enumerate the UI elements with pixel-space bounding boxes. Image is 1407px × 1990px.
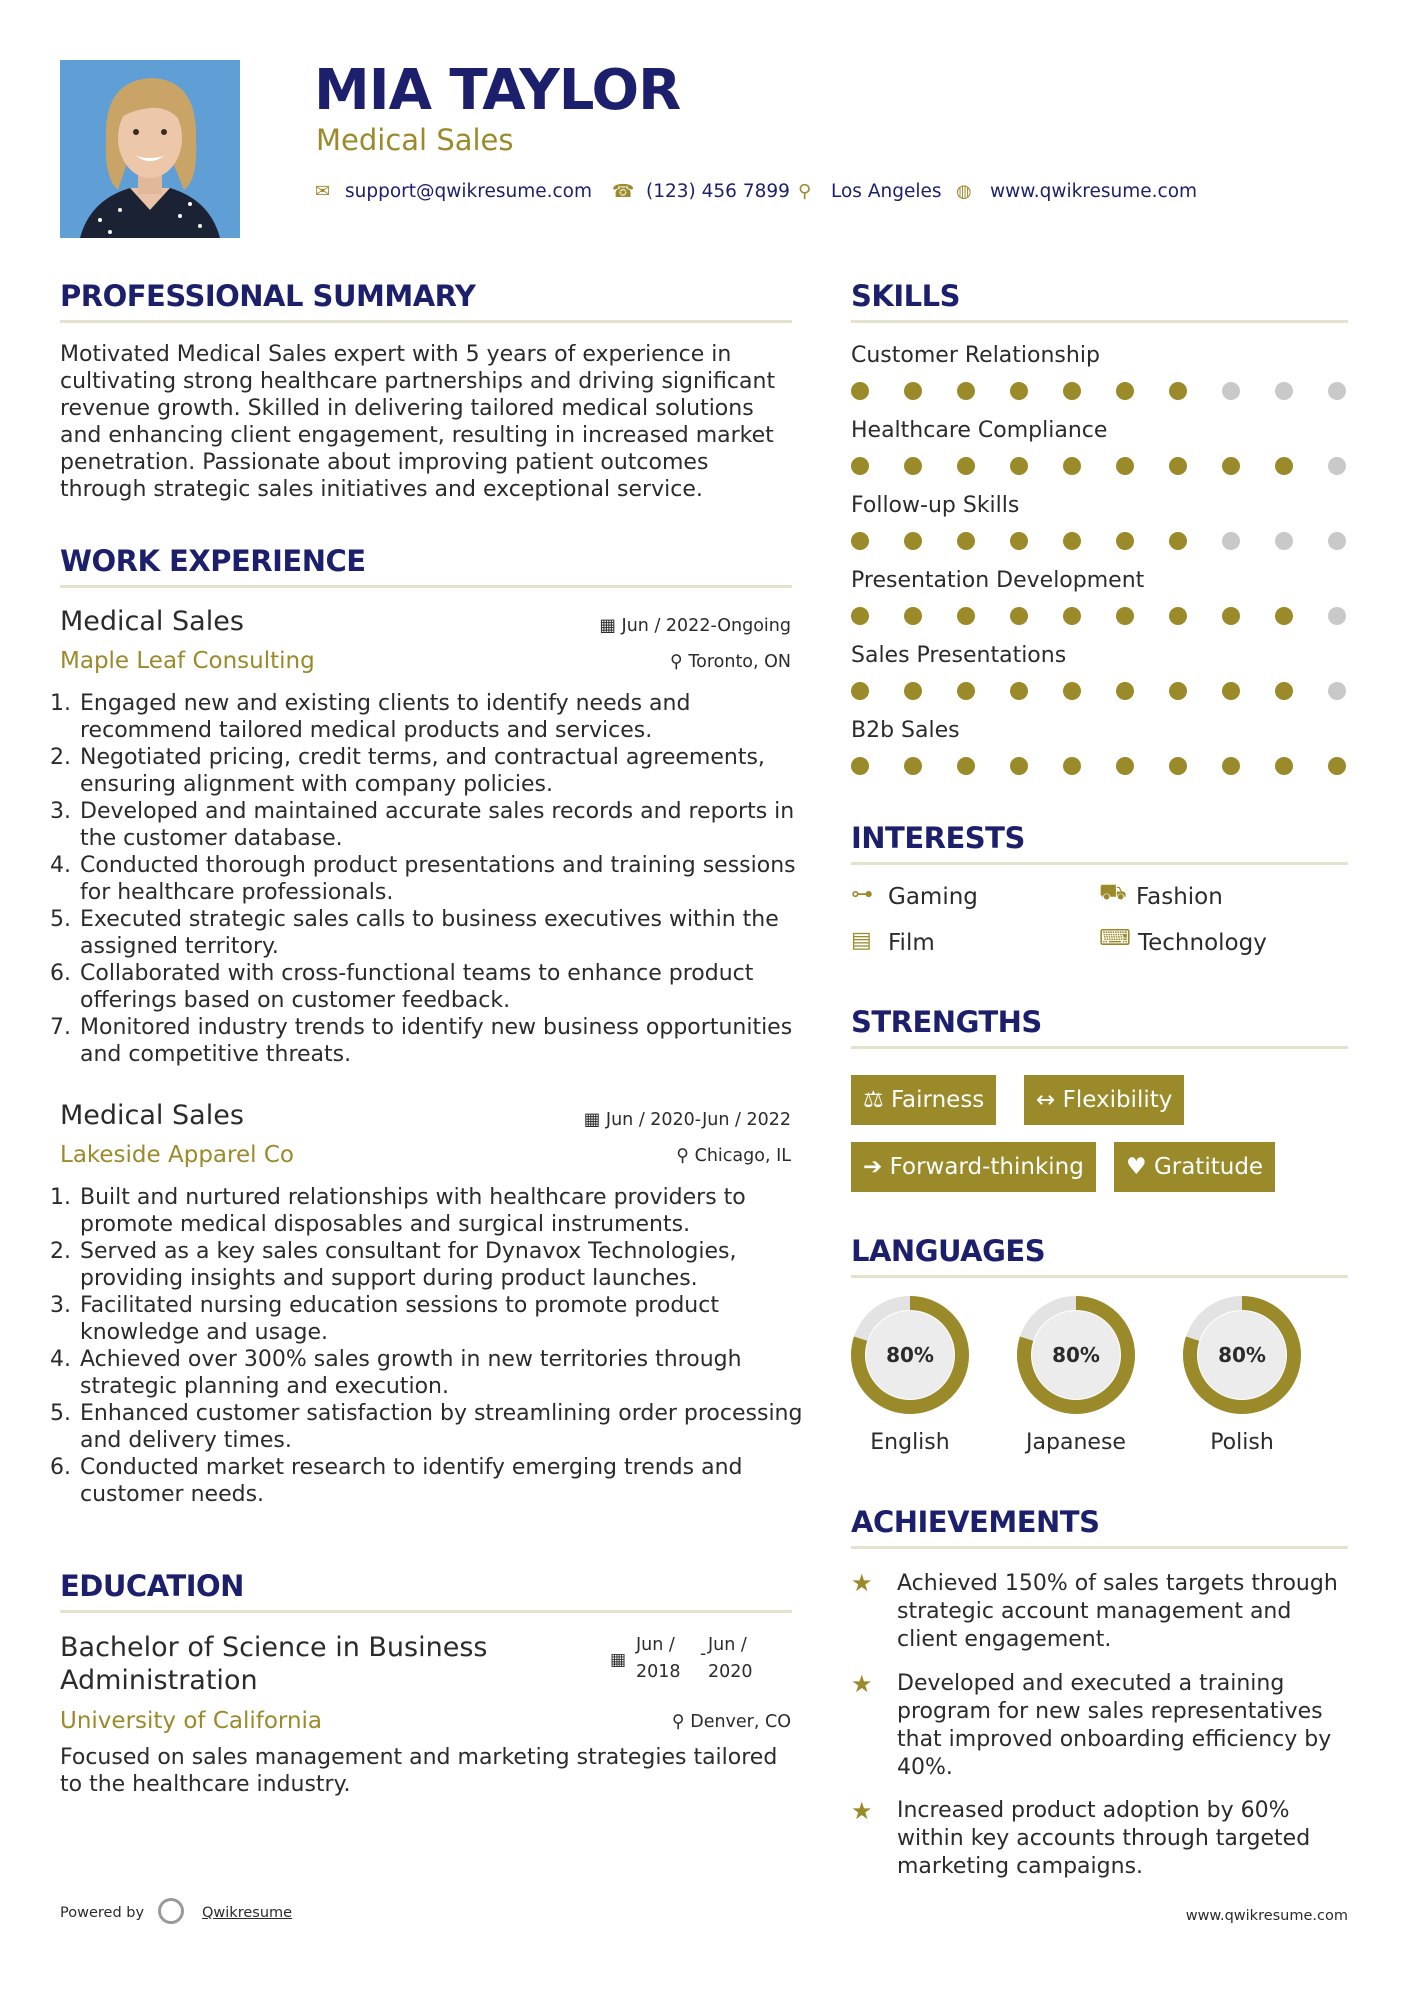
job-date-text: Jun / 2020-Jun / 2022 [605,1110,791,1130]
skill-dot-filled [1169,682,1187,700]
education-location [672,1710,791,1734]
job-date [584,1108,791,1132]
arrow-right-icon: ➔ [863,1154,883,1180]
skill-dot-filled [1063,457,1081,475]
star-icon: ★ [851,1670,873,1698]
footer-website-link[interactable]: www.qwikresume.com [1185,1908,1348,1924]
scale-icon: ⚖ [863,1087,884,1113]
skill-dot-empty [1328,682,1346,700]
list-item: 5. Enhanced customer satisfaction by streamlining order processing and delivery times. [78,1400,818,1454]
summary-heading: PROFESSIONAL SUMMARY [60,279,476,313]
skill-dot-filled [851,682,869,700]
list-item: 7. Monitored industry trends to identify new business opportunities and competitive threats. [78,1014,818,1068]
date-separator: - [700,1644,707,1664]
candidate-title: Medical Sales [316,123,514,157]
skill-dot-filled [851,382,869,400]
pin-icon: ⚲ [670,652,683,672]
skill-dot-empty [1328,532,1346,550]
strength-label: Fairness [890,1087,985,1113]
job-date [599,614,791,638]
skill-dot-filled [1116,757,1134,775]
job-duties-list [54,690,818,1068]
skill-dot-filled [1275,457,1293,475]
skill-dot-empty [1222,532,1240,550]
skill-dot-filled [904,682,922,700]
candidate-name: MIA TAYLOR [314,58,681,123]
skill-name: Sales Presentations [851,643,1067,668]
strengths-heading: STRENGTHS [851,1005,1042,1039]
map-marker-icon: ⚲ [798,181,812,202]
skill-dot-filled [851,607,869,625]
education-start: Jun / 2018 [636,1635,681,1682]
skill-dot-filled [1169,532,1187,550]
skill-name: Presentation Development [851,568,1145,593]
laptop-icon: ⌨ [1099,926,1131,951]
skill-dot-filled [957,757,975,775]
skill-dot-filled [1116,457,1134,475]
job-title: Medical Sales [60,1100,244,1131]
experience-heading: WORK EXPERIENCE [60,544,366,578]
brand-link[interactable]: Qwikresume [202,1905,293,1921]
list-item: 3. Developed and maintained accurate sales records and reports in the customer database. [78,798,818,852]
skill-dot-filled [1275,757,1293,775]
list-item: 2. Negotiated pricing, credit terms, and contractual agreements, ensuring alignment with company policies. [78,744,818,798]
strength-badge [1024,1075,1184,1125]
list-item: 6. Conducted market research to identify emerging trends and customer needs. [78,1454,818,1508]
strengths-divider [851,1046,1348,1049]
globe-icon: ◍ [956,181,972,202]
calendar-icon: ▦ [599,616,616,636]
skill-dot-filled [957,682,975,700]
list-item: 3. Facilitated nursing education sessions to promote product knowledge and usage. [78,1292,818,1346]
star-icon: ★ [851,1797,873,1825]
skill-dot-filled [1010,457,1028,475]
skill-dot-filled [1116,532,1134,550]
email-link[interactable]: support@qwikresume.com [345,181,592,202]
strength-label: Gratitude [1153,1154,1264,1180]
profile-photo [60,60,240,238]
interest-item: Fashion [1136,884,1223,910]
skill-dot-filled [957,532,975,550]
calendar-icon: ▦ [610,1650,627,1670]
skill-dot-filled [1275,607,1293,625]
skill-dot-empty [1275,532,1293,550]
skill-dot-filled [904,532,922,550]
calendar-icon: ▦ [583,1110,601,1130]
list-item: 1. Engaged new and existing clients to identify needs and recommend tailored medical products and services. [78,690,818,744]
skill-dot-empty [1275,382,1293,400]
gamepad-icon: ⊶ [851,882,873,907]
achievement-item: Developed and executed a training program for new sales representatives that improved onboarding efficiency by 40%. [897,1671,1332,1780]
skill-name: Customer Relationship [851,343,1100,368]
interests-heading: INTERESTS [851,821,1025,855]
star-icon: ★ [851,1569,873,1597]
skill-dot-filled [957,607,975,625]
skill-dot-filled [1275,682,1293,700]
achievements-heading: ACHIEVEMENTS [851,1505,1100,1539]
skill-dot-filled [1222,607,1240,625]
language-ring [1180,1293,1304,1417]
job-company: Maple Leaf Consulting [60,648,315,674]
job-location [676,1144,791,1168]
language-name: Polish [1210,1430,1274,1455]
language-ring [848,1293,972,1417]
strength-badge [851,1075,996,1125]
skill-dot-filled [1010,607,1028,625]
powered-by-label: Powered by [60,1905,145,1921]
portrait-image [60,60,240,238]
education-divider [60,1610,792,1613]
interests-divider [851,862,1348,865]
skill-dot-filled [1222,457,1240,475]
job-location-text: Toronto, ON [688,652,791,672]
job-title: Medical Sales [60,606,244,637]
skill-name: Healthcare Compliance [851,418,1108,443]
skill-dot-filled [1116,382,1134,400]
achievement-item: Increased product adoption by 60% within key accounts through targeted marketing campaigns. [897,1798,1311,1879]
education-location-text: Denver, CO [690,1712,791,1732]
skill-name: B2b Sales [851,718,960,743]
degree-title: Bachelor of Science in Business Administration [60,1632,488,1696]
job-company: Lakeside Apparel Co [60,1142,294,1168]
skill-dot-filled [1169,607,1187,625]
qwikresume-logo-icon [158,1898,184,1924]
job-duties-list [54,1184,818,1508]
strength-badge [1114,1142,1275,1192]
skill-dot-empty [1222,382,1240,400]
language-name: English [870,1430,950,1455]
skill-dot-empty [1328,457,1346,475]
location-text: Los Angeles [831,181,942,202]
skills-heading: SKILLS [851,279,960,313]
pin-icon: ⚲ [671,1712,685,1732]
skill-dot-filled [1010,757,1028,775]
interest-item: Film [888,930,935,956]
skills-divider [851,320,1348,323]
skill-dot-filled [1169,757,1187,775]
skill-dot-filled [1063,682,1081,700]
heart-icon: ♥ [1126,1154,1147,1180]
language-name: Japanese [1026,1430,1126,1455]
job-location [670,650,791,674]
skill-dot-filled [1010,532,1028,550]
list-item: 5. Executed strategic sales calls to business executives within the assigned territory. [78,906,818,960]
skill-dot-filled [1169,382,1187,400]
skill-dot-filled [1063,382,1081,400]
education-heading: EDUCATION [60,1569,244,1603]
shopping-bag-icon: ⛟ [1099,880,1127,905]
skill-dot-filled [851,757,869,775]
skill-name: Follow-up Skills [851,493,1020,518]
strength-label: Forward-thinking [889,1154,1084,1180]
skill-dot-filled [1328,757,1346,775]
skill-dot-filled [1116,682,1134,700]
education-description: Focused on sales management and marketing strategies tailored to the healthcare industry. [60,1745,778,1797]
skill-dot-empty [1328,607,1346,625]
skill-dot-filled [904,757,922,775]
skill-dot-filled [1222,682,1240,700]
summary-text: Motivated Medical Sales expert with 5 years of experience in cultivating strong healthcare partnerships and driving significant revenue growth. Skilled in delivering tailored medical solutions and enhancing client engagement, resulting in increased market penetration. Passionate about improving patient outcomes through strategic sales initiatives and exceptional service. [60,342,776,502]
achievements-divider [851,1546,1348,1549]
skill-dot-filled [957,457,975,475]
job-location-text: Chicago, IL [694,1146,791,1166]
pin-icon: ⚲ [676,1146,690,1166]
skill-dot-filled [851,457,869,475]
language-ring [1014,1293,1138,1417]
phone-icon: ☎ [612,181,635,202]
list-item: 4. Achieved over 300% sales growth in new territories through strategic planning and execution. [78,1346,818,1400]
skill-dot-filled [1116,607,1134,625]
list-item: 4. Conducted thorough product presentations and training sessions for healthcare professionals. [78,852,818,906]
strength-badge [851,1142,1096,1192]
arrows-horizontal-icon: ↔ [1036,1087,1056,1113]
achievement-item: Achieved 150% of sales targets through strategic account management and client engagement. [897,1571,1338,1652]
list-item: 2. Served as a key sales consultant for Dynavox Technologies, providing insights and support during product launches. [78,1238,818,1292]
skill-dot-filled [1169,457,1187,475]
languages-divider [851,1275,1348,1278]
interest-item: Technology [1138,930,1267,956]
language-percent: 80% [1218,1343,1266,1367]
skill-dot-filled [1063,757,1081,775]
job-date-text: Jun / 2022-Ongoing [621,616,791,636]
phone-link[interactable]: (123) 456 7899 [646,181,790,202]
experience-divider [60,585,792,588]
skill-dot-filled [851,532,869,550]
skill-dot-filled [1063,607,1081,625]
skill-dot-filled [904,607,922,625]
language-percent: 80% [886,1343,934,1367]
website-link[interactable]: www.qwikresume.com [990,181,1198,202]
strength-label: Flexibility [1062,1087,1173,1113]
skill-dot-filled [1222,757,1240,775]
list-item: 1. Built and nurtured relationships with healthcare providers to promote medical disposables and surgical instruments. [78,1184,818,1238]
school-name: University of California [60,1708,323,1734]
skill-dot-filled [957,382,975,400]
languages-heading: LANGUAGES [851,1234,1046,1268]
interest-item: Gaming [888,884,978,910]
envelope-icon: ✉ [315,181,331,202]
skill-dot-filled [904,457,922,475]
list-item: 6. Collaborated with cross-functional teams to enhance product offerings based on customer feedback. [78,960,818,1014]
skill-dot-filled [1010,382,1028,400]
skill-dot-filled [904,382,922,400]
skill-dot-empty [1328,382,1346,400]
summary-divider [60,320,792,323]
skill-dot-filled [1063,532,1081,550]
language-percent: 80% [1052,1343,1100,1367]
education-end: Jun / 2020 [708,1635,753,1682]
skill-dot-filled [1010,682,1028,700]
film-icon: ▤ [851,928,872,953]
